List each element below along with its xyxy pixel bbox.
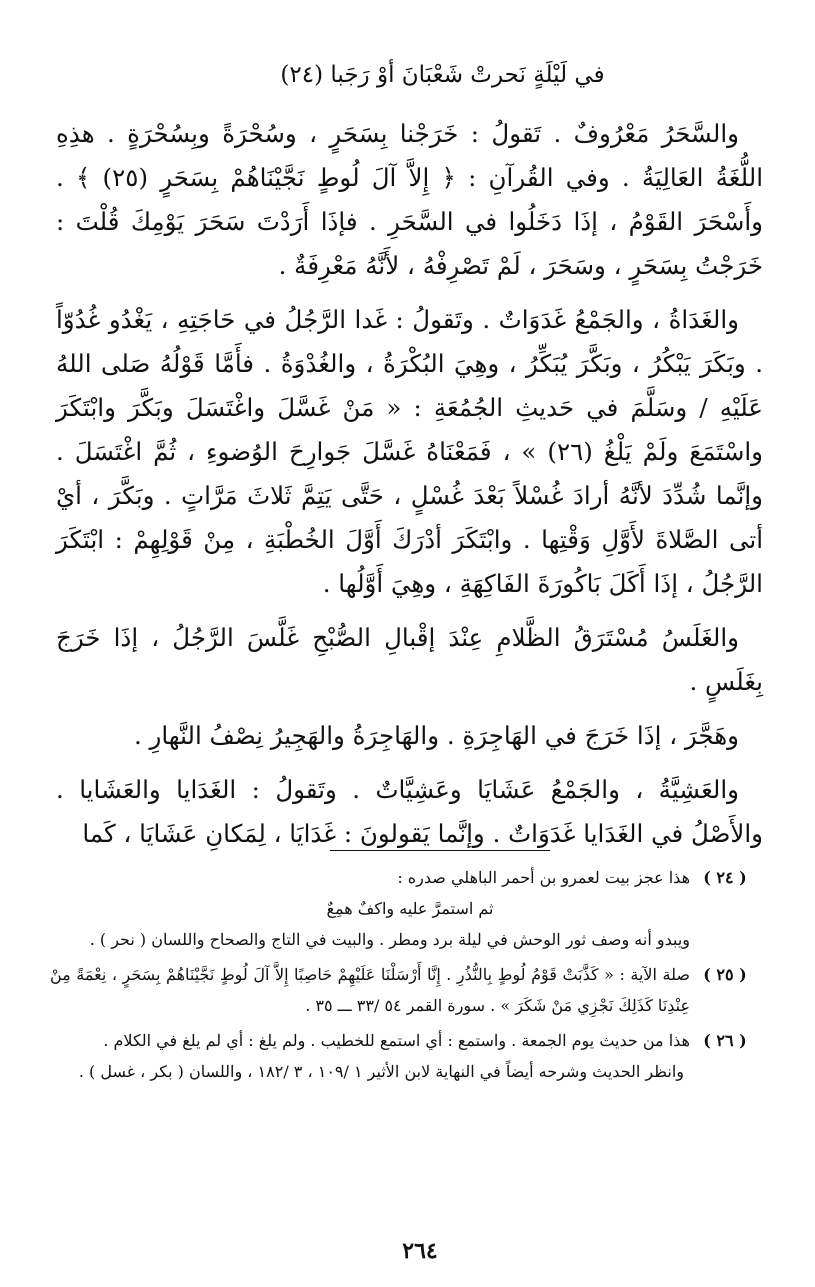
footnote-24	[50, 862, 760, 955]
footnote-text	[50, 959, 690, 1021]
footnote-25	[50, 959, 760, 1021]
footnote-text	[50, 862, 690, 955]
page-number: ٢٦٤	[402, 1238, 438, 1264]
footnote-text	[50, 1025, 690, 1087]
main-text	[56, 112, 763, 866]
verse-header: في لَيْلَةٍ نَحرتْ شَعْبَانَ أوْ رَجَبا (٢٤)	[280, 62, 605, 88]
paragraph-hajjara: وهَجَّرَ ، إذَا خَرَجَ في الهَاجِرَةِ . والهَاجِرَةُ والهَجِيرُ نِصْفُ النَّهارِ .	[133, 721, 739, 750]
footnote-number: ( ٢٥ )	[703, 965, 747, 984]
footnote-line: وانظر الحديث وشرحه أيضاً في النهاية لابن الأثير ١ /١٠٩ ، ٣ /١٨٢ ، واللسان ( بكر ، غسل ) .	[78, 1062, 684, 1081]
footnote-line: هذا من حديث يوم الجمعة . واستمع : أي استمع للخطيب . ولم يلغ : أي لم يلغ في الكلام .	[103, 1031, 690, 1050]
paragraph-sahar: والسَّحَرُ مَعْرُوفٌ . تَقولُ : خَرَجْنا بِسَحَرٍ ، وسُحْرَةً وبِسُحْرَةٍ . هذِهِ اللُّغَةُ العَالِيَةُ . وفي القُرآنِ : ﴿ إِلاَّ آلَ لُوطٍ نَجَّيْنَاهُمْ بِسَحَرٍ (٢٥) ﴾ . وأَسْحَرَ القَوْمُ ، إذَا دَخَلُوا في السَّحَرِ . فإذَا أَرَدْتَ سَحَرَ يَوْمِكَ قُلْتَ : خَرَجْتُ بِسَحَرٍ ، وسَحَرَ ، لَمْ تَصْرِفْهُ ، لأَنَّهُ مَعْرِفَةٌ .	[56, 119, 764, 280]
footnotes	[50, 862, 760, 1091]
paragraph-ghalas: والغَلَسُ مُسْتَرَقُ الظَّلامِ عِنْدَ إقْبالِ الصُّبْحِ غَلَّسَ الرَّجُلُ ، إذَا خَرَجَ بِغَلَسٍ .	[56, 623, 763, 696]
footnote-line: ويبدو أنه وصف ثور الوحش في ليلة برد ومطر . والبيت في التاج والصحاح واللسان ( نحر ) .	[89, 930, 690, 949]
footnote-verse-line: ثم استمرَّ عليه واكفٌ همِعٌ	[326, 899, 494, 918]
footnote-separator	[330, 850, 550, 851]
paragraph-ashiyyah: والعَشِيَّةُ ، والجَمْعُ عَشَايَا وعَشِيَّاتٌ . وتَقولُ : الغَدَايا والعَشَايا . والأَصْلُ في الغَدَايا غَدَوَاتٌ . وإنَّما يَقولونَ : غَدَايَا ، لِمَكانِ عَشَايَا ، كَما	[56, 775, 763, 848]
footnote-line: صلة الآية : « كَذَّبَتْ قَوْمُ لُوطٍ بِالنُّذُرِ . إِنَّا أَرْسَلْنَا عَلَيْهِمْ حَاصِبًا إِلاَّ آلَ لُوطٍ نَجَّيْنَاهُمْ بِسَحَرٍ ، نِعْمَةً مِنْ عِنْدِنَا كَذَلِكَ نَجْزِي مَنْ شَكَرَ » . سورة القمر ٥٤ /٣٣ ـــ ٣٥ .	[50, 965, 690, 1015]
footnote-line: هذا عجز بيت لعمرو بن أحمر الباهلي صدره :	[397, 868, 690, 887]
footnote-26	[50, 1025, 760, 1087]
footnote-number: ( ٢٤ )	[703, 868, 747, 887]
paragraph-ghadah: والغَدَاةُ ، والجَمْعُ غَدَوَاتٌ . وتَقولُ : غَدا الرَّجُلُ في حَاجَتِهِ ، يَغْدُو غُدُوّاً . وبَكَرَ يَبْكُرُ ، وبَكَّرَ يُبَكِّرُ ، وهِيَ البُكْرَةُ ، والغُدْوَةُ . فأَمَّا قَوْلُهُ صَلى اللهُ عَلَيْهِ / وسَلَّمَ في حَديثِ الجُمُعَةِ : « مَنْ غَسَّلَ واغْتَسَلَ وبَكَّرَ وابْتَكَرَ واسْتَمَعَ ولَمْ يَلْغُ (٢٦) » ، فَمَعْنَاهُ غَسَّلَ جَوارِحَ الوُضوءِ ، ثُمَّ اغْتَسَلَ . وإنَّما شُدِّدَ لأنَّهُ أرادَ غُسْلاً بَعْدَ غُسْلٍ ، حَتَّى يَتِمَّ ثَلاثَ مَرَّاتٍ . وبَكَّرَ ، أيْ أتى الصَّلاةَ لأَوَّلِ وَقْتِها . وابْتَكَرَ أدْرَكَ أَوَّلَ الخُطْبَةِ ، مِنْ قَوْلِهِمْ : ابْتَكَرَ الرَّجُلُ ، إذَا أَكَلَ بَاكُورَةَ الفَاكِهَةِ ، وهِيَ أَوَّلُها .	[56, 305, 763, 598]
footnote-number: ( ٢٦ )	[703, 1031, 747, 1050]
